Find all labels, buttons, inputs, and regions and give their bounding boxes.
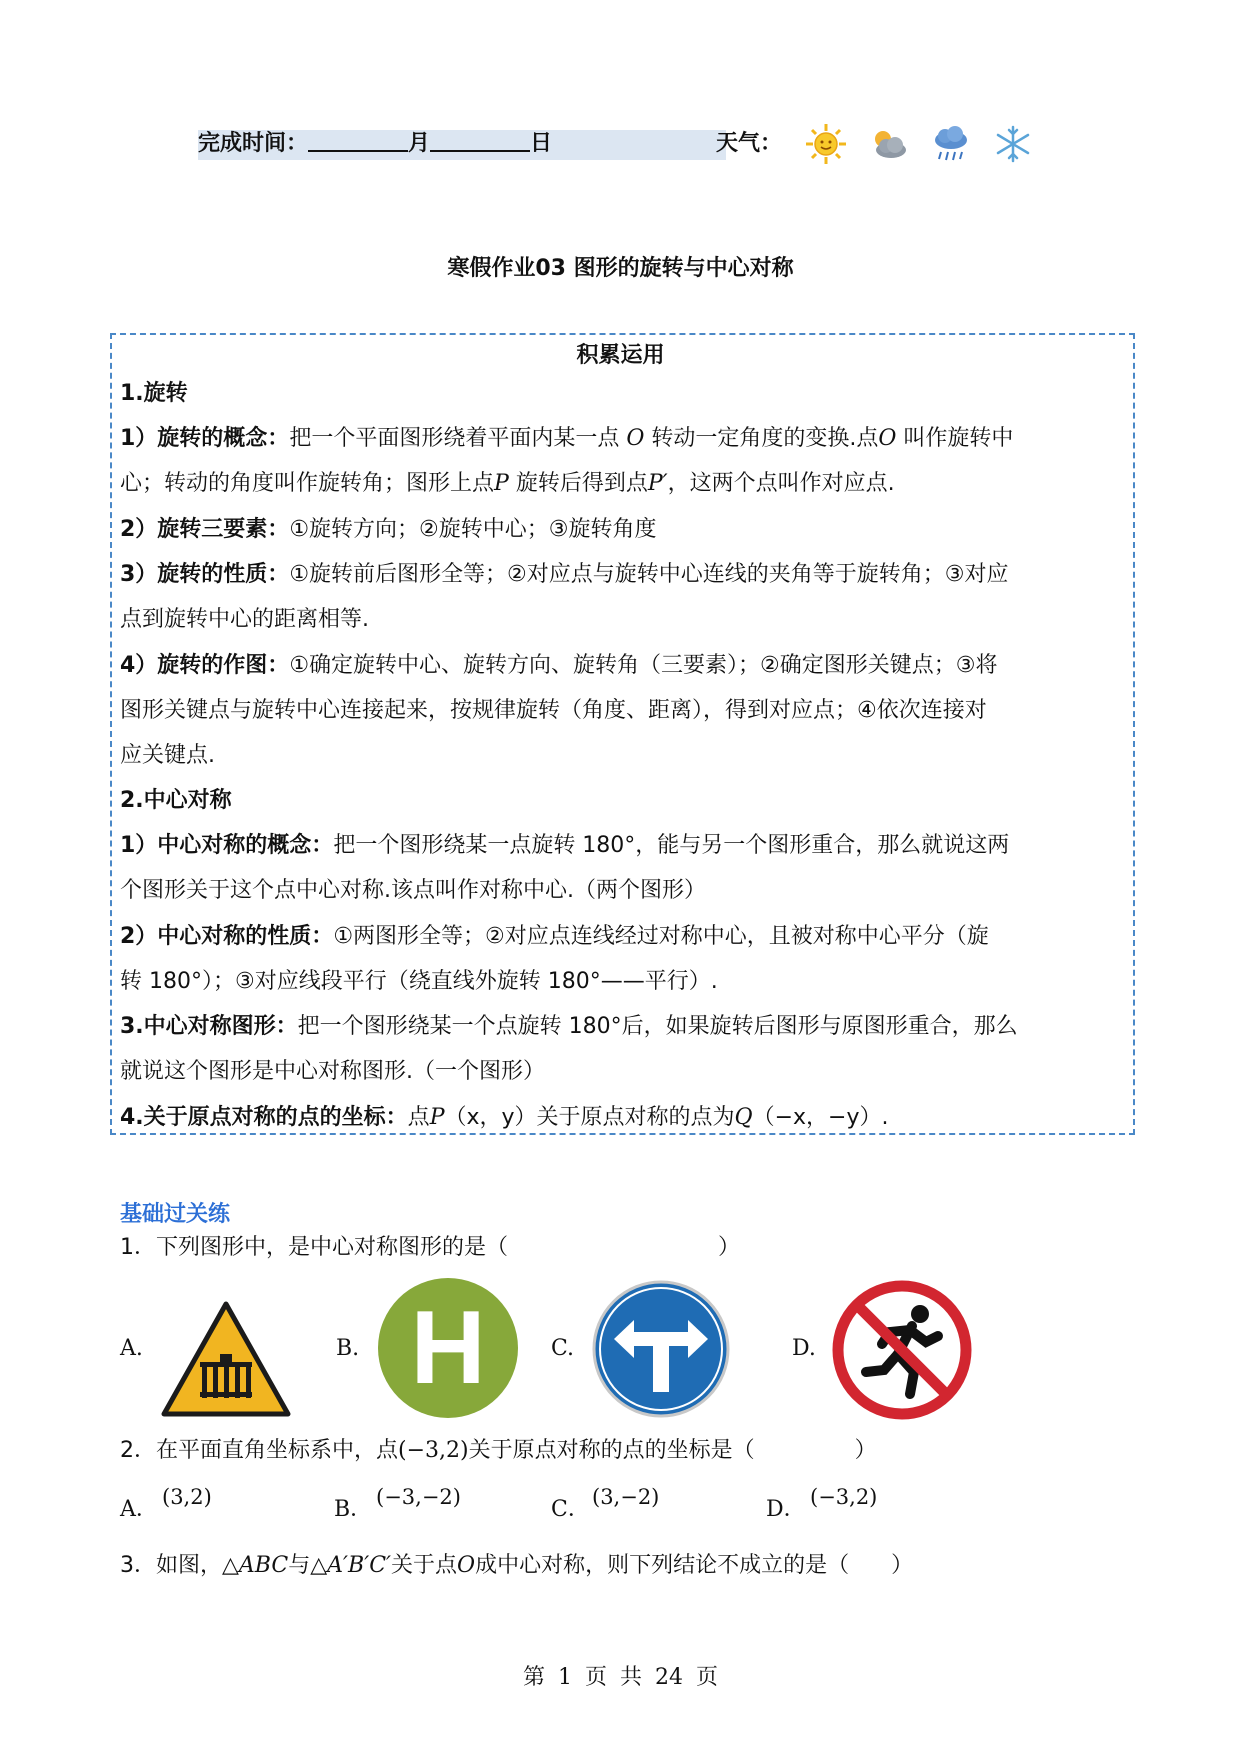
h-letter: H xyxy=(410,1290,486,1406)
q2-option-b-value: (−3,−2) xyxy=(376,1485,461,1509)
q2-option-a-label: A． xyxy=(120,1497,158,1522)
no-running-sign xyxy=(832,1280,972,1420)
rotation-drawing-line3: 应关键点. xyxy=(120,743,215,768)
month-blank xyxy=(308,128,408,152)
section-central-symmetry-heading: 2.中心对称 xyxy=(120,788,232,813)
question-1: 1．下列图形中，是中心对称图形的是（ ） xyxy=(120,1235,741,1260)
snow-icon xyxy=(991,122,1035,166)
central-symmetry-concept-line2: 个图形关于这个点中心对称.该点叫作对称中心.（两个图形） xyxy=(120,878,706,903)
question-2: 2．在平面直角坐标系中，点(−3,2)关于原点对称的点的坐标是（ ） xyxy=(120,1438,877,1463)
rotation-properties-line1: 3）旋转的性质：①旋转前后图形全等；②对应点与旋转中心连线的夹角等于旋转角；③对应 xyxy=(120,562,1009,587)
cloudy-icon xyxy=(866,122,910,166)
rotation-concept-line2: 心；转动的角度叫作旋转角；图形上点P 旋转后得到点P′，这两个点叫作对应点. xyxy=(120,471,895,496)
rotation-concept-line1: 1）旋转的概念：把一个平面图形绕着平面内某一点 O 转动一定角度的变换.点O 叫作旋转中 xyxy=(120,426,1014,451)
q2-option-a-value: (3,2) xyxy=(162,1485,212,1509)
box-title: 积累运用 xyxy=(576,343,665,368)
completion-label: 完成时间： xyxy=(198,131,309,156)
document-title: 寒假作业03 图形的旋转与中心对称 xyxy=(447,256,794,281)
symmetric-figure-line1: 3.中心对称图形：把一个图形绕某一个点旋转 180°后，如果旋转后图形与原图形重合，那么 xyxy=(120,1014,1018,1039)
rotation-drawing-line2: 图形关键点与旋转中心连接起来，按规律旋转（角度、距离），得到对应点；④依次连接对 xyxy=(120,698,987,723)
day-label: 日 xyxy=(530,131,553,156)
turn-left-or-right-sign xyxy=(592,1280,730,1418)
hospital-h-sign xyxy=(377,1277,519,1419)
q1-option-a-label: A. xyxy=(120,1336,143,1361)
railway-crossing-sign xyxy=(160,1300,292,1418)
rain-icon xyxy=(929,122,973,166)
section-rotation-heading: 1.旋转 xyxy=(120,381,188,406)
rotation-properties-line2: 点到旋转中心的距离相等. xyxy=(120,607,369,632)
central-symmetry-concept-line1: 1）中心对称的概念：把一个图形绕某一点旋转 180°，能与另一个图形重合，那么就说这两 xyxy=(120,833,1010,858)
q2-option-c-value: (3,−2) xyxy=(592,1485,660,1509)
rotation-drawing-line1: 4）旋转的作图：①确定旋转中心、旋转方向、旋转角（三要素）；②确定图形关键点；③将 xyxy=(120,653,998,678)
practice-heading: 基础过关练 xyxy=(120,1202,231,1227)
central-symmetry-properties-line2: 转 180°）；③对应线段平行（绕直线外旋转 180°——平行）. xyxy=(120,969,718,994)
q2-option-b-label: B． xyxy=(334,1497,373,1522)
q1-option-c-label: C. xyxy=(551,1336,575,1361)
q2-option-d-value: (−3,2) xyxy=(810,1485,878,1509)
q2-option-c-label: C． xyxy=(551,1497,590,1522)
q1-option-b-label: B. xyxy=(336,1336,360,1361)
rotation-elements-line: 2）旋转三要素：①旋转方向；②旋转中心；③旋转角度 xyxy=(120,517,657,542)
q2-option-d-label: D． xyxy=(766,1497,806,1522)
q1-option-d-label: D. xyxy=(792,1336,816,1361)
question-3: 3．如图，△ABC与△A′B′C′关于点O成中心对称，则下列结论不成立的是（ ） xyxy=(120,1553,914,1578)
central-symmetry-properties-line1: 2）中心对称的性质：①两图形全等；②对应点连线经过对称中心，且被对称中心平分（旋 xyxy=(120,924,989,949)
origin-symmetry-line: 4.关于原点对称的点的坐标：点P（x，y）关于原点对称的点为Q（−x，−y）. xyxy=(120,1105,889,1130)
page-footer: 第 1 页 共 24 页 xyxy=(523,1665,718,1690)
symmetric-figure-line2: 就说这个图形是中心对称图形.（一个图形） xyxy=(120,1059,545,1084)
completion-time-line xyxy=(198,128,552,160)
day-blank xyxy=(430,128,530,152)
month-label: 月 xyxy=(408,131,431,156)
weather-label: 天气： xyxy=(716,131,783,156)
sun-icon xyxy=(804,122,848,166)
